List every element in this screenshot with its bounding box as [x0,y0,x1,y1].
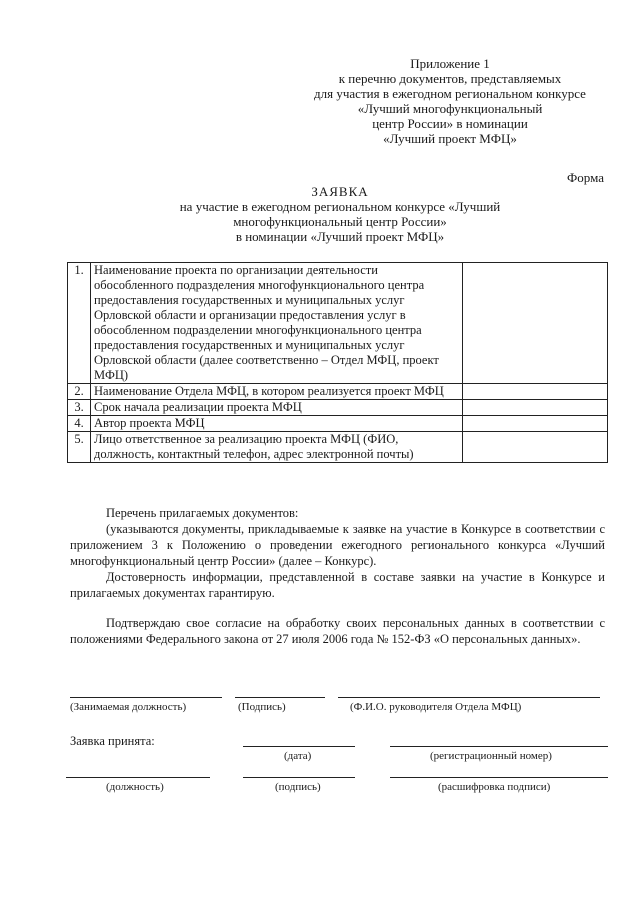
row-label: Наименование проекта по организации деятельности обособленного подразделения многофункционального центра предоставления государственных и муниципальных услуг Орловской области и организации предоставления услуг в обособленном подразделении многофункционального центра предоставления государственных и муниципальных услуг Орловской области (далее соответственно – Отдел МФЦ, проект МФЦ) [91,263,463,384]
table-row [68,432,608,463]
row-number: 3. [68,400,91,416]
appendix-line: к перечню документов, представляемых [338,71,562,86]
row-number: 1. [68,263,91,384]
row-label: Срок начала реализации проекта МФЦ [91,400,463,416]
table-row [68,416,608,432]
receiver-signature-line[interactable] [243,777,355,778]
row-number: 4. [68,416,91,432]
appendix-line: «Лучший проект МФЦ» [383,131,517,146]
document-title [150,184,530,244]
row-value-cell[interactable] [463,400,608,416]
title-line: в номинации «Лучший проект МФЦ» [235,229,445,244]
application-table [67,262,608,463]
attached-docs-note: (указываются документы, прикладываемые к заявке на участие в Конкурсе в соответствии с приложением 3 к Положению о проведении ежегодного регионального конкурса «Лучший многофункциональный центр России» (далее – Конкурс). [70,522,605,568]
date-line[interactable] [243,746,355,747]
title-line: многофункциональный центр России» [233,214,447,229]
table-row [68,400,608,416]
row-label: Лицо ответственное за реализацию проекта МФЦ (ФИО, должность, контактный телефон, адрес электронной почты) [91,432,463,463]
row-value-cell[interactable] [463,384,608,400]
row-value-cell[interactable] [463,416,608,432]
decoding-line[interactable] [390,777,608,778]
signature-line[interactable] [235,697,325,698]
decoding-caption: (расшифровка подписи) [438,781,551,793]
reg-number-line[interactable] [390,746,608,747]
date-caption: (дата) [284,750,312,762]
accepted-label: Заявка принята: [70,734,155,748]
title-line: на участие в ежегодном региональном конкурсе «Лучший [179,199,501,214]
head-name-line[interactable] [338,697,600,698]
appendix-line: центр России» в номинации [372,116,528,131]
receiver-signature-caption: (подпись) [275,781,321,793]
title-heading: ЗАЯВКА [311,184,369,199]
reg-number-caption: (регистрационный номер) [430,750,552,762]
row-value-cell[interactable] [463,263,608,384]
appendix-line: для участия в ежегодном региональном конкурсе [314,86,586,101]
position-caption: (Занимаемая должность) [70,701,187,713]
row-number: 2. [68,384,91,400]
reliability-statement: Достоверность информации, представленной в составе заявки на участие в Конкурсе и прилагаемых документах гарантирую. [70,570,605,600]
position-line[interactable] [70,697,222,698]
table-row [68,384,608,400]
appendix-line: Приложение 1 [410,56,490,71]
appendix-header [280,56,620,146]
table-row [68,263,608,384]
receiver-position-line[interactable] [66,777,210,778]
head-name-caption: (Ф.И.О. руководителя Отдела МФЦ) [350,701,522,713]
row-number: 5. [68,432,91,463]
row-label: Наименование Отдела МФЦ, в котором реализуется проект МФЦ [91,384,463,400]
consent-statement: Подтверждаю свое согласие на обработку своих персональных данных в соответствии с положениями Федерального закона от 27 июля 2006 года № 152-ФЗ «О персональных данных». [70,616,605,646]
row-label: Автор проекта МФЦ [91,416,463,432]
body-text [70,505,605,647]
appendix-line: «Лучший многофункциональный [357,101,543,116]
attached-docs-heading: Перечень прилагаемых документов: [106,506,299,520]
form-label: Форма [567,170,604,185]
row-value-cell[interactable] [463,432,608,463]
signature-caption: (Подпись) [238,701,286,713]
receiver-position-caption: (должность) [106,781,164,793]
